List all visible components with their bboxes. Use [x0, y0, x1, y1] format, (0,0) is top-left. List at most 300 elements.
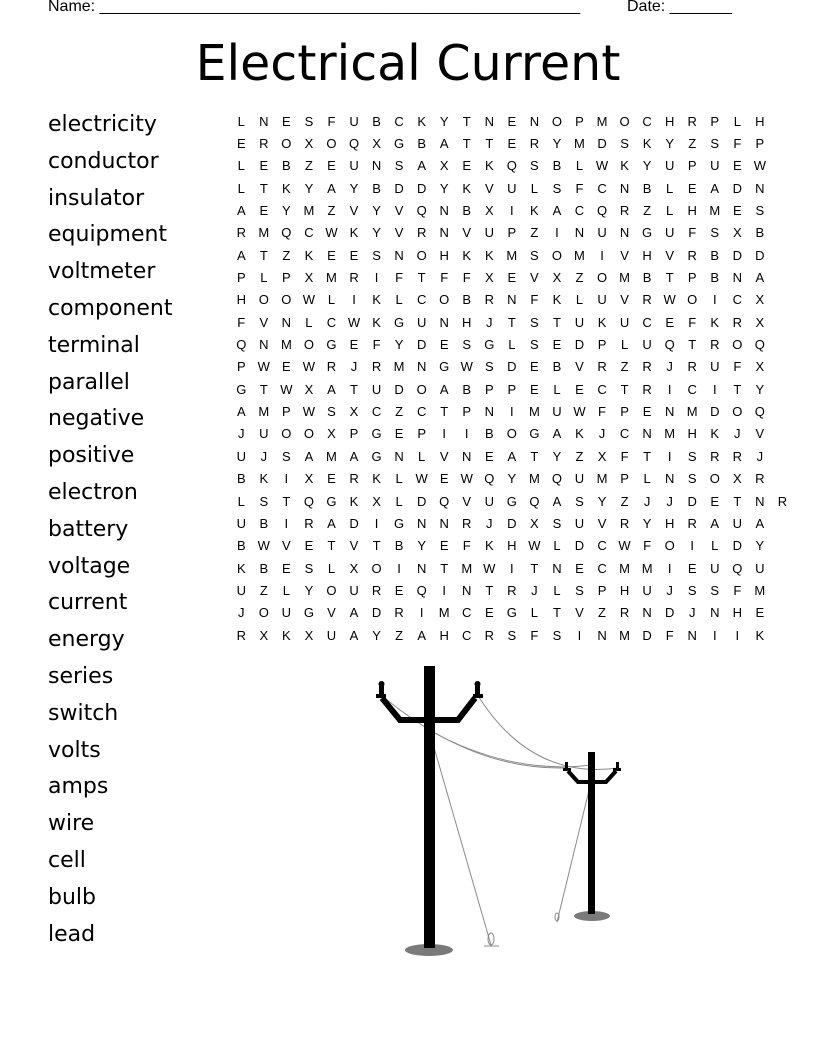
- grid-letter: S: [530, 158, 539, 174]
- grid-letter: E: [507, 136, 517, 152]
- grid-letter: E: [732, 158, 742, 174]
- grid-letter: I: [419, 605, 424, 621]
- grid-letter: Y: [372, 203, 381, 219]
- grid-letter: T: [620, 381, 629, 397]
- grid-letter: Y: [642, 515, 652, 531]
- grid-letter: X: [755, 359, 765, 375]
- grid-letter: S: [282, 448, 291, 464]
- grid-letter: U: [710, 359, 720, 375]
- grid-letter: Q: [439, 493, 450, 509]
- grid-letter: R: [371, 359, 382, 375]
- grid-letter: Y: [552, 136, 562, 152]
- grid-letter: D: [687, 493, 697, 509]
- grid-letter: I: [510, 404, 514, 420]
- grid-letter: U: [552, 404, 562, 420]
- grid-letter: E: [507, 270, 517, 286]
- grid-letter: S: [530, 337, 539, 353]
- grid-letter: Y: [439, 113, 449, 129]
- grid-letter: I: [284, 515, 289, 531]
- grid-letter: A: [304, 448, 314, 464]
- grid-letter: O: [281, 136, 292, 152]
- grid-letter: M: [506, 247, 518, 263]
- grid-letter: O: [281, 292, 292, 308]
- grid-letter: T: [417, 270, 426, 286]
- grid-letter: I: [374, 270, 379, 286]
- grid-letter: B: [552, 359, 562, 375]
- grid-letter: S: [530, 314, 539, 330]
- grid-row: [230, 222, 794, 244]
- grid-letter: C: [462, 627, 472, 643]
- grid-letter: V: [665, 247, 674, 263]
- grid-letter: S: [462, 337, 472, 353]
- grid-letter: P: [710, 113, 720, 129]
- grid-letter: T: [259, 381, 268, 397]
- grid-letter: O: [506, 426, 517, 442]
- grid-letter: Y: [755, 538, 765, 554]
- grid-letter: A: [349, 448, 359, 464]
- grid-letter: H: [664, 515, 675, 531]
- grid-letter: D: [394, 180, 404, 196]
- grid-letter: K: [710, 314, 720, 330]
- grid-letter: V: [349, 203, 359, 219]
- grid-letter: Y: [372, 627, 381, 643]
- grid-letter: U: [259, 426, 269, 442]
- grid-letter: V: [349, 538, 359, 554]
- word-list-item: positive: [48, 443, 135, 469]
- grid-letter: O: [732, 404, 743, 420]
- grid-letter: H: [439, 627, 449, 643]
- grid-letter: W: [460, 359, 473, 375]
- grid-letter: A: [755, 515, 765, 531]
- grid-row: [230, 132, 794, 154]
- grid-letter: W: [460, 471, 473, 487]
- grid-letter: L: [553, 538, 561, 554]
- grid-letter: J: [756, 448, 764, 464]
- grid-letter: O: [439, 292, 450, 308]
- word-list-item: conductor: [48, 148, 159, 174]
- grid-letter: L: [260, 270, 268, 286]
- grid-letter: Y: [304, 180, 314, 196]
- grid-letter: X: [372, 136, 381, 152]
- grid-letter: Q: [281, 225, 292, 241]
- grid-letter: S: [575, 493, 584, 509]
- grid-letter: U: [597, 292, 607, 308]
- grid-letter: P: [484, 381, 494, 397]
- grid-letter: F: [395, 270, 404, 286]
- grid-letter: T: [259, 247, 268, 263]
- grid-letter: A: [507, 448, 517, 464]
- grid-letter: R: [236, 627, 246, 643]
- grid-letter: E: [687, 560, 697, 576]
- grid-letter: P: [620, 471, 629, 487]
- grid-letter: U: [484, 493, 494, 509]
- grid-letter: I: [667, 448, 672, 464]
- grid-letter: U: [642, 337, 652, 353]
- grid-letter: M: [596, 471, 608, 487]
- grid-letter: N: [484, 404, 494, 420]
- grid-letter: P: [236, 359, 246, 375]
- grid-letter: U: [507, 180, 517, 196]
- grid-letter: L: [530, 180, 538, 196]
- grid-letter: Q: [416, 203, 427, 219]
- grid-letter: N: [439, 225, 449, 241]
- grid-letter: M: [709, 203, 721, 219]
- grid-row: [230, 378, 794, 400]
- grid-letter: O: [416, 247, 427, 263]
- grid-letter: B: [236, 538, 246, 554]
- grid-letter: N: [439, 203, 449, 219]
- grid-letter: U: [574, 515, 585, 531]
- grid-letter: D: [371, 605, 382, 621]
- grid-letter: L: [237, 113, 245, 129]
- grid-letter: R: [755, 471, 765, 487]
- grid-letter: V: [755, 426, 765, 442]
- grid-letter: L: [711, 538, 719, 554]
- grid-letter: N: [439, 515, 449, 531]
- grid-letter: E: [484, 448, 494, 464]
- grid-letter: Q: [754, 404, 765, 420]
- grid-letter: E: [327, 247, 336, 263]
- grid-letter: W: [618, 538, 631, 554]
- date-field: [627, 0, 732, 16]
- word-list-item: component: [48, 295, 173, 321]
- grid-letter: C: [597, 180, 607, 196]
- grid-letter: N: [529, 113, 540, 129]
- grid-letter: B: [417, 136, 426, 152]
- grid-letter: C: [371, 404, 382, 420]
- grid-letter: U: [236, 448, 246, 464]
- grid-letter: G: [642, 225, 653, 241]
- grid-letter: P: [417, 426, 426, 442]
- grid-letter: T: [665, 270, 674, 286]
- grid-letter: H: [236, 292, 246, 308]
- grid-letter: O: [709, 471, 720, 487]
- grid-letter: E: [439, 471, 449, 487]
- grid-letter: N: [619, 225, 630, 241]
- word-list-item: volts: [48, 737, 101, 763]
- grid-letter: X: [304, 136, 314, 152]
- grid-letter: K: [484, 247, 494, 263]
- grid-letter: D: [574, 538, 585, 554]
- grid-row: [230, 289, 794, 311]
- name-line: ______________________________________________________: [99, 0, 581, 15]
- grid-letter: F: [643, 538, 652, 554]
- grid-letter: Q: [529, 493, 540, 509]
- grid-letter: N: [732, 270, 742, 286]
- grid-letter: M: [528, 471, 540, 487]
- grid-letter: H: [664, 113, 675, 129]
- grid-letter: Q: [732, 560, 743, 576]
- grid-letter: U: [326, 627, 337, 643]
- grid-letter: M: [619, 627, 630, 643]
- grid-letter: M: [574, 247, 585, 263]
- grid-letter: U: [349, 582, 359, 598]
- grid-letter: Q: [236, 337, 247, 353]
- grid-letter: S: [687, 582, 697, 598]
- grid-letter: U: [710, 560, 720, 576]
- grid-letter: N: [371, 158, 382, 174]
- grid-letter: Q: [664, 337, 675, 353]
- grid-letter: K: [417, 113, 426, 129]
- grid-letter: A: [327, 515, 336, 531]
- grid-letter: U: [349, 158, 359, 174]
- grid-letter: V: [394, 203, 404, 219]
- grid-letter: N: [642, 605, 652, 621]
- grid-letter: M: [438, 605, 450, 621]
- grid-letter: M: [574, 136, 585, 152]
- grid-letter: D: [574, 337, 585, 353]
- word-list-item: equipment: [48, 222, 168, 248]
- grid-letter: U: [236, 515, 246, 531]
- grid-letter: J: [734, 426, 741, 442]
- name-field: [48, 0, 580, 16]
- grid-letter: Z: [304, 158, 313, 174]
- grid-letter: A: [327, 180, 336, 196]
- grid-letter: B: [236, 471, 246, 487]
- page-title: Electrical Current: [195, 35, 621, 92]
- word-list-item: insulator: [48, 185, 145, 211]
- grid-letter: Z: [620, 493, 629, 509]
- grid-letter: X: [484, 270, 494, 286]
- grid-letter: R: [484, 627, 494, 643]
- grid-letter: E: [394, 582, 404, 598]
- grid-letter: K: [484, 158, 494, 174]
- grid-letter: K: [304, 247, 314, 263]
- grid-letter: F: [440, 270, 449, 286]
- grid-letter: L: [575, 158, 584, 174]
- grid-letter: N: [394, 247, 404, 263]
- grid-row: [230, 177, 794, 199]
- grid-letter: X: [259, 627, 269, 643]
- grid-letter: J: [238, 605, 245, 621]
- grid-letter: M: [528, 404, 540, 420]
- grid-letter: O: [258, 605, 269, 621]
- grid-letter: R: [236, 225, 246, 241]
- grid-letter: X: [304, 381, 314, 397]
- grid-letter: T: [282, 493, 291, 509]
- grid-letter: J: [666, 582, 673, 598]
- grid-letter: G: [326, 493, 337, 509]
- grid-letter: X: [530, 515, 539, 531]
- grid-letter: R: [687, 359, 697, 375]
- grid-letter: O: [664, 538, 675, 554]
- grid-letter: T: [440, 404, 449, 420]
- grid-letter: T: [733, 493, 742, 509]
- grid-letter: K: [372, 314, 381, 330]
- grid-letter: R: [597, 359, 607, 375]
- grid-letter: E: [710, 493, 720, 509]
- grid-letter: N: [507, 292, 517, 308]
- grid-letter: D: [394, 381, 404, 397]
- grid-letter: N: [552, 560, 562, 576]
- grid-letter: S: [552, 627, 562, 643]
- grid-letter: L: [553, 381, 561, 397]
- grid-letter: Q: [303, 493, 314, 509]
- grid-letter: P: [236, 270, 246, 286]
- grid-letter: A: [439, 381, 449, 397]
- grid-letter: L: [733, 113, 741, 129]
- grid-letter: B: [282, 158, 291, 174]
- grid-letter: V: [259, 314, 269, 330]
- grid-letter: Y: [507, 471, 517, 487]
- grid-letter: M: [641, 560, 653, 576]
- grid-letter: S: [687, 448, 697, 464]
- grid-letter: N: [664, 471, 675, 487]
- grid-letter: R: [710, 448, 720, 464]
- grid-letter: R: [710, 337, 720, 353]
- grid-letter: J: [260, 448, 268, 464]
- grid-letter: E: [687, 180, 697, 196]
- grid-letter: K: [462, 180, 472, 196]
- grid-letter: C: [416, 292, 427, 308]
- grid-letter: Z: [282, 247, 291, 263]
- grid-letter: G: [506, 605, 517, 621]
- grid-letter: O: [619, 113, 630, 129]
- grid-letter: E: [282, 560, 291, 576]
- grid-letter: E: [462, 158, 472, 174]
- grid-letter: U: [597, 225, 607, 241]
- grid-letter: F: [372, 337, 381, 353]
- grid-letter: B: [552, 158, 562, 174]
- grid-letter: H: [687, 203, 697, 219]
- grid-letter: E: [530, 359, 539, 375]
- grid-letter: O: [732, 337, 743, 353]
- grid-letter: T: [350, 381, 358, 397]
- grid-row: [230, 423, 794, 445]
- grid-letter: O: [258, 292, 269, 308]
- grid-letter: S: [394, 158, 404, 174]
- grid-letter: Y: [552, 448, 562, 464]
- grid-letter: E: [530, 381, 539, 397]
- grid-letter: B: [259, 515, 269, 531]
- grid-letter: R: [687, 113, 697, 129]
- grid-letter: B: [710, 247, 720, 263]
- grid-letter: R: [326, 359, 337, 375]
- grid-letter: B: [372, 180, 381, 196]
- grid-letter: Z: [395, 627, 404, 643]
- grid-letter: S: [530, 247, 539, 263]
- grid-letter: O: [551, 113, 562, 129]
- grid-letter: W: [280, 381, 293, 397]
- grid-letter: I: [735, 627, 740, 643]
- grid-letter: P: [282, 270, 291, 286]
- grid-letter: H: [462, 314, 472, 330]
- grid-letter: S: [552, 180, 562, 196]
- grid-letter: N: [755, 493, 765, 509]
- grid-letter: N: [664, 404, 675, 420]
- grid-letter: X: [304, 270, 314, 286]
- grid-letter: I: [442, 582, 446, 598]
- grid-letter: Y: [394, 337, 404, 353]
- grid-letter: J: [688, 605, 696, 621]
- grid-letter: W: [663, 292, 676, 308]
- grid-letter: A: [755, 270, 765, 286]
- grid-letter: C: [619, 426, 630, 442]
- grid-letter: T: [327, 538, 336, 554]
- grid-letter: F: [530, 292, 539, 308]
- grid-letter: Y: [372, 225, 381, 241]
- grid-letter: G: [394, 136, 405, 152]
- grid-letter: I: [510, 560, 514, 576]
- grid-letter: S: [687, 471, 697, 487]
- grid-letter: L: [327, 560, 336, 576]
- grid-letter: V: [462, 493, 472, 509]
- grid-letter: K: [372, 292, 381, 308]
- grid-letter: R: [394, 605, 404, 621]
- grid-letter: Q: [348, 136, 360, 152]
- grid-letter: W: [347, 314, 361, 330]
- grid-row: [230, 266, 794, 288]
- grid-letter: D: [710, 404, 720, 420]
- grid-letter: O: [303, 426, 314, 442]
- grid-row: [230, 624, 794, 646]
- grid-letter: C: [642, 113, 652, 129]
- grid-letter: V: [282, 538, 291, 554]
- grid-letter: O: [687, 292, 698, 308]
- grid-letter: V: [327, 605, 336, 621]
- grid-letter: Y: [439, 180, 449, 196]
- grid-letter: N: [281, 314, 292, 330]
- grid-letter: D: [349, 515, 359, 531]
- grid-letter: E: [327, 158, 336, 174]
- grid-letter: V: [620, 292, 629, 308]
- grid-letter: M: [664, 426, 676, 442]
- grid-letter: O: [303, 337, 314, 353]
- grid-letter: S: [304, 113, 314, 129]
- grid-letter: Y: [417, 538, 426, 554]
- grid-letter: Y: [304, 582, 314, 598]
- grid-letter: V: [575, 359, 584, 375]
- grid-letter: R: [687, 247, 697, 263]
- grid-letter: Z: [643, 203, 652, 219]
- grid-letter: O: [326, 136, 337, 152]
- grid-letter: M: [619, 270, 630, 286]
- word-list-item: parallel: [48, 369, 130, 395]
- word-list-item: negative: [48, 406, 145, 432]
- grid-letter: F: [620, 448, 629, 464]
- grid-letter: K: [755, 627, 765, 643]
- grid-letter: Z: [598, 605, 606, 621]
- grid-letter: J: [598, 426, 606, 442]
- grid-letter: N: [710, 605, 720, 621]
- grid-letter: H: [439, 247, 449, 263]
- grid-letter: M: [258, 404, 270, 420]
- grid-letter: P: [507, 225, 517, 241]
- grid-letter: C: [642, 314, 652, 330]
- word-list-item: electricity: [48, 112, 157, 137]
- grid-letter: B: [372, 113, 381, 129]
- grid-letter: I: [352, 292, 356, 308]
- grid-letter: P: [687, 270, 697, 286]
- grid-letter: K: [282, 180, 291, 196]
- grid-letter: L: [237, 493, 245, 509]
- grid-letter: V: [620, 247, 629, 263]
- grid-letter: R: [507, 582, 517, 598]
- grid-letter: D: [416, 337, 427, 353]
- grid-letter: R: [349, 471, 359, 487]
- grid-letter: T: [485, 582, 494, 598]
- grid-letter: F: [688, 314, 697, 330]
- grid-row: [230, 535, 794, 557]
- grid-letter: P: [282, 404, 291, 420]
- grid-letter: M: [596, 113, 608, 129]
- grid-letter: J: [666, 493, 673, 509]
- grid-letter: E: [282, 359, 291, 375]
- word-search-grid: [230, 110, 794, 646]
- grid-letter: X: [484, 203, 494, 219]
- grid-letter: E: [439, 337, 449, 353]
- grid-letter: W: [257, 359, 270, 375]
